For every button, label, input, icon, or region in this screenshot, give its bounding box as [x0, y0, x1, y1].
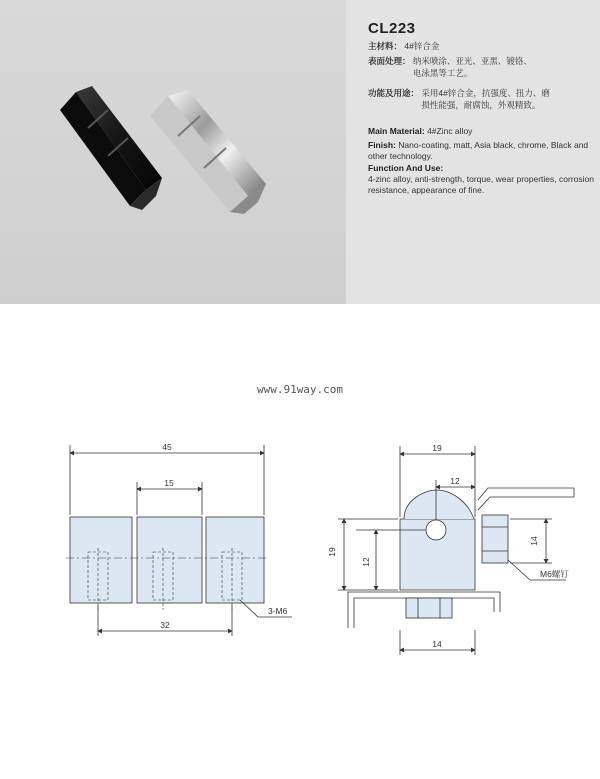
front-dim-overall: 45 [162, 442, 172, 452]
en-material-value: 4#Zinc alloy [427, 126, 473, 136]
chrome-hinge [150, 90, 266, 214]
cn-use-line1: 采用4#锌合金，抗强度、扭力、磨 [421, 88, 550, 98]
cn-material-value: 4#锌合金 [404, 41, 440, 51]
cn-finish-label: 表面处理： [368, 56, 411, 66]
cn-finish-line2: 电泳黑等工艺。 [412, 68, 473, 78]
black-hinge [60, 86, 162, 210]
en-use-value: 4-zinc alloy, anti-strength, torque, wear properties, corrosion resistance, appearance of fine. [368, 174, 594, 195]
front-view [66, 445, 292, 636]
side-view [338, 446, 574, 655]
cn-finish-line1: 纳米喷涂、亚光、亚黑、镀铬、 [412, 56, 532, 66]
front-dim-holes: 32 [160, 620, 170, 630]
side-dim-width: 19 [432, 443, 442, 453]
side-dim-right: 14 [529, 536, 539, 546]
en-finish-value: Nano-coating, matt, Asia black, chrome, Black and other technology. [368, 140, 589, 161]
side-dim-height: 19 [327, 547, 337, 557]
watermark-url: www.91way.com [256, 383, 344, 396]
hinge-photo-illustration [0, 0, 346, 304]
en-use-label: Function And Use: [368, 163, 444, 173]
cn-material-row [368, 40, 439, 52]
cn-use-line2: 损性能强，耐腐蚀，外观精致。 [421, 100, 541, 110]
cn-use-label: 功能及用途： [368, 88, 420, 98]
en-finish-label: Finish: [368, 140, 396, 150]
en-use-label-row [368, 163, 594, 174]
cn-finish-row [368, 55, 532, 79]
cn-material-label: 主材料： [368, 41, 403, 51]
front-dim-knuckle: 15 [164, 478, 174, 488]
side-dim-left-offset: 12 [361, 557, 371, 567]
product-photo [0, 0, 346, 304]
model-number: CL223 [368, 20, 416, 37]
side-screw-callout: M6螺钉 [540, 569, 569, 579]
side-dim-top-offset: 12 [450, 476, 460, 486]
en-finish [368, 140, 594, 162]
en-material [368, 126, 594, 137]
side-dim-bottom: 14 [432, 639, 442, 649]
en-material-label: Main Material: [368, 126, 425, 136]
front-hole-callout: 3-M6 [268, 606, 288, 616]
cn-use-row [368, 87, 550, 111]
spec-panel [346, 0, 600, 304]
